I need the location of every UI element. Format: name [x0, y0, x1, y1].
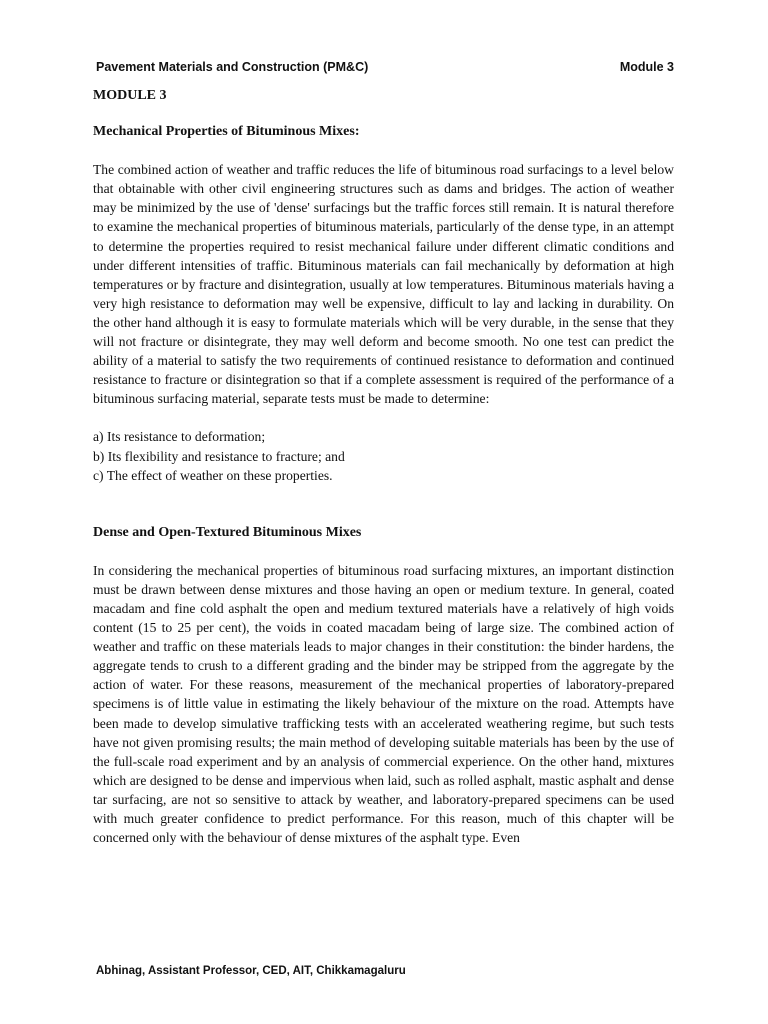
page-footer: Abhinag, Assistant Professor, CED, AIT, Chikkamagaluru — [96, 965, 406, 977]
list-item: b) Its flexibility and resistance to fracture; and — [93, 448, 345, 464]
module-title: MODULE 3 — [93, 88, 167, 103]
requirements-list — [93, 427, 674, 484]
page-header — [96, 60, 674, 78]
list-item: c) The effect of weather on these properties. — [93, 467, 333, 483]
section-heading-mechanical-properties: Mechanical Properties of Bituminous Mixes: — [93, 124, 360, 140]
document-body — [93, 86, 674, 847]
header-course-title: Pavement Materials and Construction (PM&C) — [96, 60, 369, 74]
paragraph-dense-open-textured: In considering the mechanical properties of bituminous road surfacing mixtures, an important distinction must be drawn between dense mixtures and those having an open or medium texture. In general, coated macadam and fine cold asphalt the open and medium textured materials have a relatively of high voids content (15 to 25 per cent), the voids in coated macadam being of large size. The combined action of weather and traffic on these materials leads to major changes in their constitution: the binder hardens, the aggregate tends to crush to a different grading and the binder may be stripped from the aggregate by the action of water. For these reasons, measurement of the mechanical properties of laboratory-prepared specimens is of little value in estimating the likely behaviour of the mixture on the road. Attempts have been made to develop simulative trafficking tests with an accelerated weathering regime, but such tests have not given promising results; the main method of developing suitable materials has been by the use of the full-scale road experiment and by an analysis of commercial experience. On the other hand, mixtures which are designed to be dense and impervious when laid, such as rolled asphalt, mastic asphalt and dense tar surfacing, are not so sensitive to attack by weather, and laboratory-prepared specimens can be used with much greater confidence to predict performance. For this reason, much of this chapter will be concerned only with the behaviour of dense mixtures of the asphalt type. Even — [93, 562, 674, 846]
section-heading-dense-open-textured: Dense and Open-Textured Bituminous Mixes — [93, 524, 362, 540]
paragraph-mechanical-properties: The combined action of weather and traffic reduces the life of bituminous road surfacings to a level below that obtainable with other civil engineering structures such as dams and bridges. The action of weather may be minimized by the use of 'dense' surfacings but the traffic forces still remain. It is natural therefore to examine the mechanical properties of bituminous materials, particularly of the dense type, in an attempt to determine the properties required to resist mechanical failure under different climatic conditions and under different intensities of traffic. Bituminous materials can fail mechanically by deformation at high temperatures or by fracture and disintegration, usually at low temperatures. Bituminous materials having a very high resistance to deformation may well be expensive, difficult to lay and lacking in durability. On the other hand although it is easy to formulate materials which will be very durable, in the sense that they will not fracture or disintegrate, they may well deform and become smooth. No one test can predict the ability of a material to satisfy the two requirements of continued resistance to deformation and continued resistance to fracture or disintegration so that if a complete assessment is required of the performance of a bituminous surfacing material, separate tests must be made to determine: — [93, 162, 674, 407]
header-module-label: Module 3 — [619, 60, 674, 74]
list-item: a) Its resistance to deformation; — [93, 429, 266, 445]
